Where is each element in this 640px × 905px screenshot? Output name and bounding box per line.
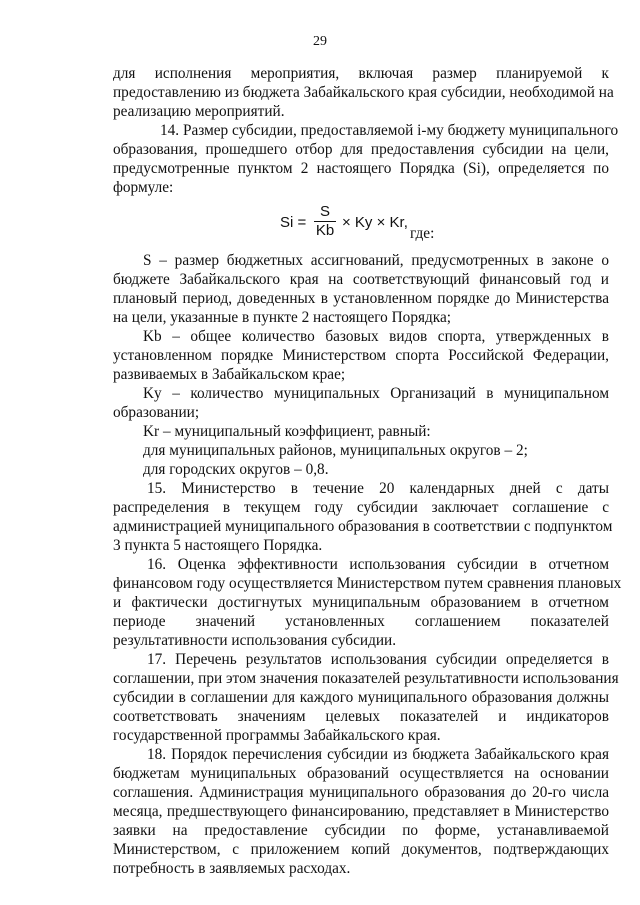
text-line: Министерством, с приложением копий документов, подтверждающих — [113, 841, 609, 858]
text-line: для городских округов – 0,8. — [143, 461, 329, 478]
text-line: бюджете Забайкальского края на соответствующий финансовый год и — [113, 271, 609, 288]
text-line: субсидии в соглашении для каждого муниципального образования должны — [113, 689, 609, 706]
text-line: Ky – количество муниципальных Организаций в муниципальном — [143, 385, 609, 402]
text-line: соглашения. Администрация муниципального образования до 20-го числа — [113, 784, 609, 801]
page-number: 29 — [313, 34, 327, 49]
text-line: периоде значений установленных соглашением показателей — [113, 613, 609, 630]
text-line: государственной программы Забайкальского края. — [113, 727, 441, 744]
text-line: администрацией муниципального образования в соответствии с подпунктом — [113, 518, 613, 535]
text-line: бюджетам муниципальных образований осуществляется на основании — [113, 765, 609, 782]
text-line: соответствовать значениям целевых показателей и индикаторов — [113, 708, 609, 725]
text-line: финансовом году осуществляется Министерством путем сравнения плановых — [113, 575, 622, 592]
formula-lhs: Si = — [280, 214, 307, 231]
text-line: 18. Порядок перечисления субсидии из бюджета Забайкальского края — [147, 746, 609, 763]
text-line: потребность в заявляемых расходах. — [113, 860, 351, 877]
text-line: 3 пункта 5 настоящего Порядка. — [113, 537, 323, 554]
text-line: S – размер бюджетных ассигнований, предусмотренных в законе о — [143, 252, 609, 269]
text-line: установленном порядке Министерством спорта Российской Федерации, — [113, 347, 609, 364]
text-line: заявки на предоставление субсидии по форме, устанавливаемой — [113, 822, 609, 839]
text-line: Kr – муниципальный коэффициент, равный: — [143, 423, 431, 440]
text-line: плановый период, доведенных в установленном порядке до Министерства — [113, 290, 609, 307]
text-line: формуле: — [113, 179, 174, 196]
text-line: 15. Министерство в течение 20 календарных дней с даты — [147, 480, 609, 497]
formula-fraction — [313, 203, 337, 240]
text-line: предусмотренные пунктом 2 настоящего Порядка (Si), определяется по — [113, 160, 609, 177]
text-line: для муниципальных районов, муниципальных округов – 2; — [143, 442, 528, 459]
text-line: предоставлению из бюджета Забайкальского края субсидии, необходимой на — [113, 84, 614, 101]
text-line: Kb – общее количество базовых видов спорта, утвержденных в — [143, 328, 609, 345]
text-line: для исполнения мероприятия, включая размер планируемой к — [113, 65, 609, 82]
text-line: и фактически достигнутых муниципальным образованием в отчетном — [113, 594, 609, 611]
text-line: 14. Размер субсидии, предоставляемой i-му бюджету муниципального — [160, 122, 619, 139]
text-line: на цели, указанные в пункте 2 настоящего Порядка; — [113, 309, 452, 326]
text-line: результативности использования субсидии. — [113, 632, 397, 649]
text-line: соглашении, при этом значения показателей результативности использования — [113, 670, 619, 687]
text-line: образования, прошедшего отбор для предоставления субсидии на цели, — [113, 141, 609, 158]
formula-numerator: S — [319, 203, 330, 220]
text-line: 17. Перечень результатов использования субсидии определяется в — [147, 651, 609, 668]
formula-denominator: Kb — [315, 222, 335, 239]
text-line: 16. Оценка эффективности использования субсидии в отчетном — [147, 556, 609, 573]
formula-where: где: — [410, 225, 435, 242]
text-line: реализацию мероприятий. — [113, 103, 285, 120]
text-line: образовании; — [113, 404, 200, 421]
formula-rhs: × Ky × Kr, — [342, 214, 408, 231]
text-line: распределения в текущем году субсидии заключает соглашение с — [113, 499, 609, 516]
subsidy-formula — [280, 203, 460, 243]
text-line: месяца, предшествующего финансированию, представляет в Министерство — [113, 803, 609, 820]
text-line: развиваемых в Забайкальском крае; — [113, 366, 346, 383]
